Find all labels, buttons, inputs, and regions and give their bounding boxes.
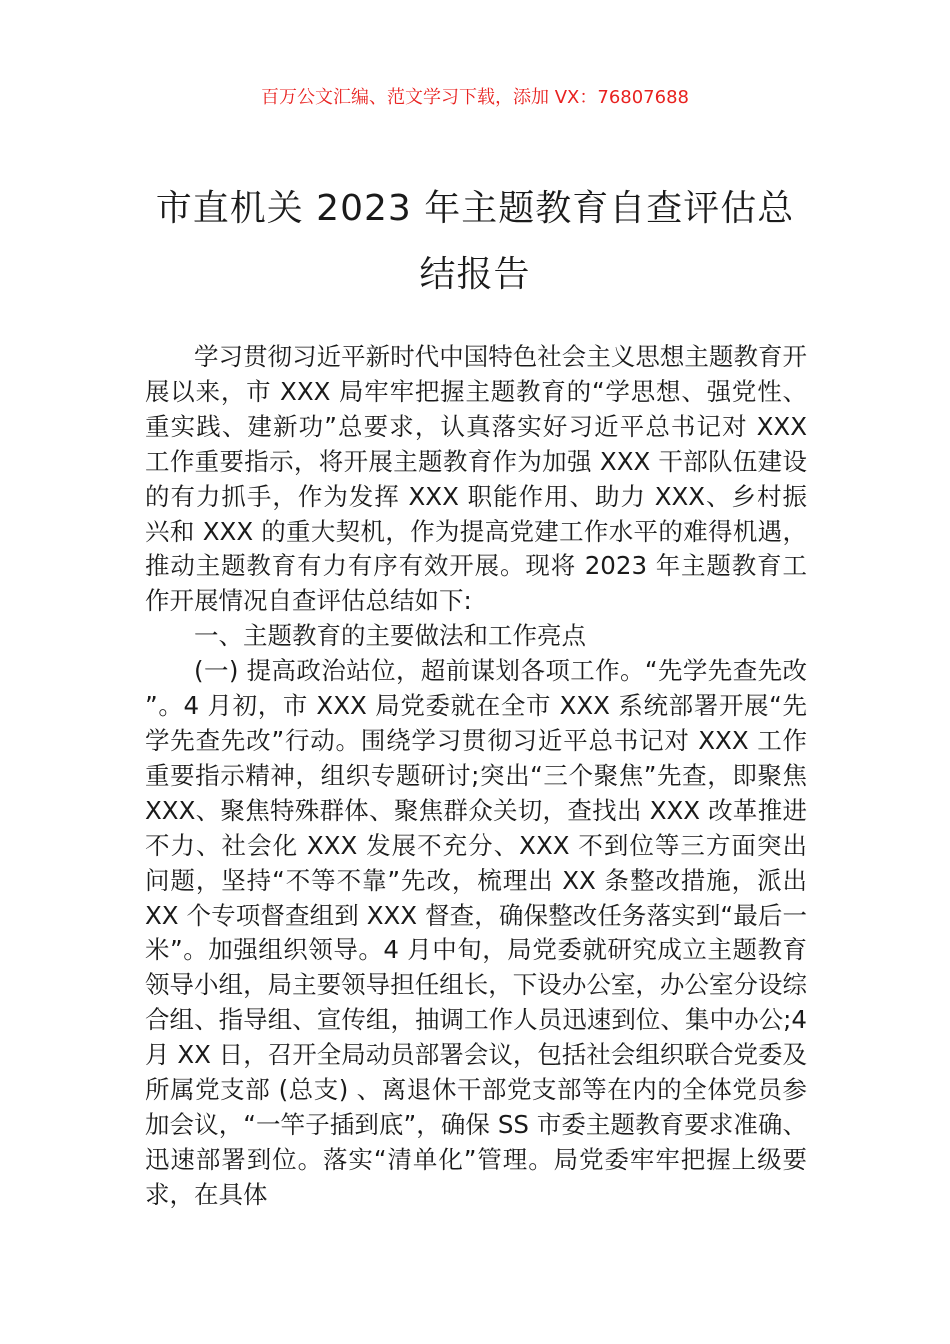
section-paragraph: (一) 提高政治站位，超前谋划各项工作。“先学先查先改”。4 月初，市 XXX 局党委就在全市 XXX 系统部署开展“先学先查先改”行动。围绕学习贯彻习近平总书记对 XXX 工作重要指示精神，组织专题研讨;突出“三个聚焦”先查，即聚焦 XXX、聚焦特殊群体、聚焦群众关切，查找出 XXX 改革推进不力、社会化 XXX 发展不充分、XXX 不到位等三方面突出问题，坚持“不等不靠”先改，梳理出 XX 条整改措施，派出 XX 个专项督查组到 XXX 督查，确保整改任务落实到“最后一米”。加强组织领导。4 月中旬，局党委就研究成立主题教育领导小组，局主要领导担任组长，下设办公室，办公室分设综合组、指导组、宣传组，抽调工作人员迅速到位、集中办公;4 月 XX 日，召开全局动员部署会议，包括社会组织联合党委及所属党支部 (总支) 、离退休干部党支部等在内的全体党员参加会议，“一竿子插到底”，确保 SS 市委主题教育要求准确、迅速部署到位。落实“清单化”管理。局党委牢牢把握上级要求，在具体	[145, 656, 807, 1209]
document-title: 市直机关 2023 年主题教育自查评估总结报告	[155, 188, 795, 295]
section-heading: 一、主题教育的主要做法和工作亮点	[194, 621, 586, 651]
document-body	[145, 340, 807, 1213]
header-watermark-note: 百万公文汇编、范文学习下载，添加 VX：76807688	[261, 87, 689, 108]
intro-paragraph: 学习贯彻习近平新时代中国特色社会主义思想主题教育开展以来，市 XXX 局牢牢把握主题教育的“学思想、强党性、重实践、建新功”总要求，认真落实好习近平总书记对 XXX 工作重要指示，将开展主题教育作为加强 XXX 干部队伍建设的有力抓手，作为发挥 XXX 职能作用、助力 XXX、乡村振兴和 XXX 的重大契机，作为提高党建工作水平的难得机遇，推动主题教育有力有序有效开展。现将 2023 年主题教育工作开展情况自查评估总结如下:	[145, 342, 807, 616]
